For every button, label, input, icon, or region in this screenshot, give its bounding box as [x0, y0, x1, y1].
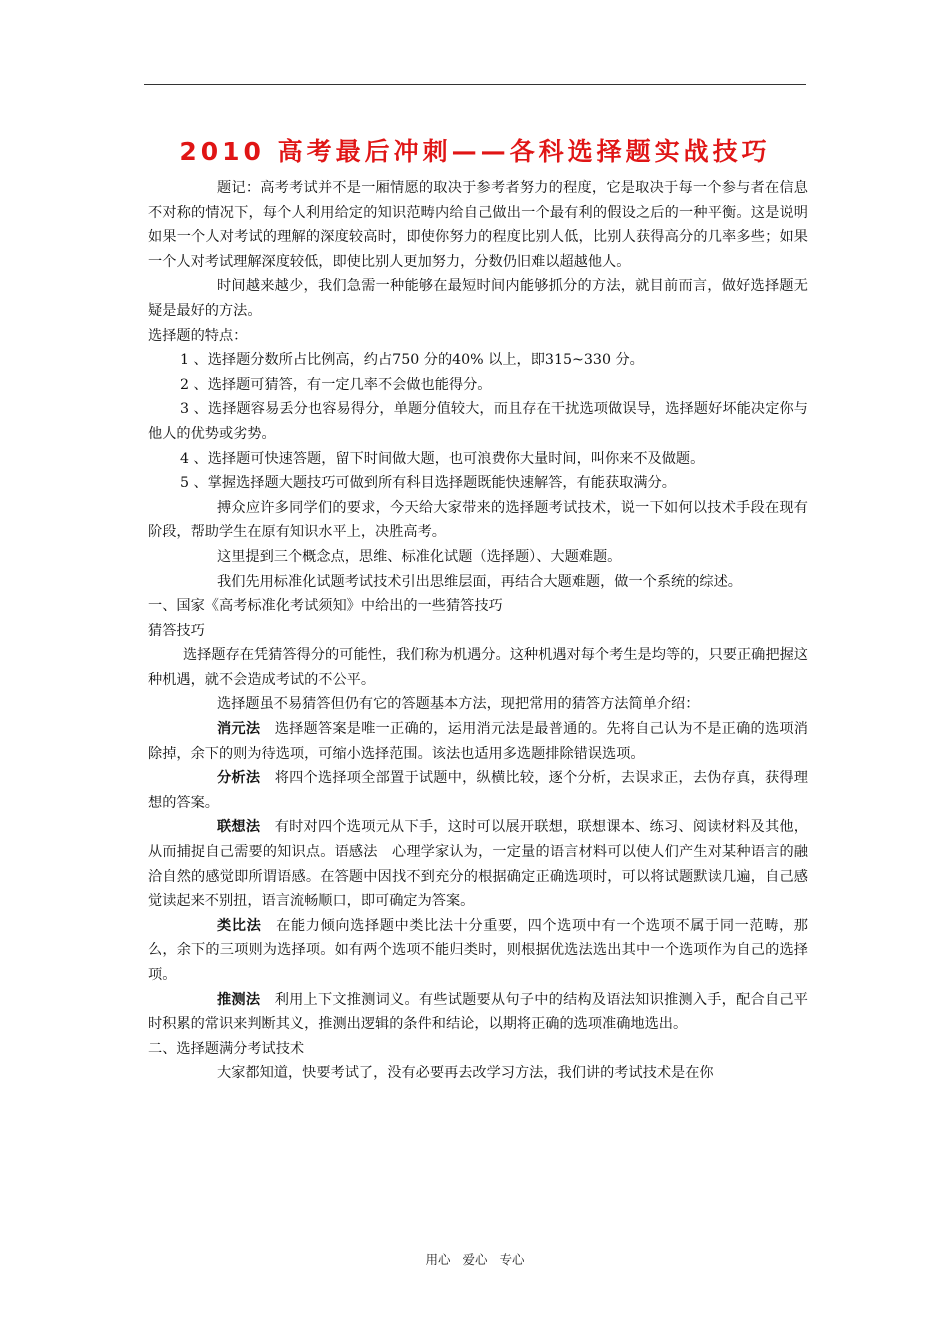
body-paragraph: 选择题存在凭猜答得分的可能性，我们称为机遇分。这种机遇对每个考生是均等的，只要正确把握这种机遇，就不会造成考试的不公平。 [148, 647, 808, 688]
feature-item: 1 、选择题分数所占比例高，约占750 分的40% 以上，即315~330 分。 [180, 352, 644, 369]
feature-item: 4 、选择题可快速答题，留下时间做大题，也可浪费你大量时间，叫你来不及做题。 [180, 450, 705, 467]
method-paragraph [148, 914, 808, 988]
body-paragraph: 这里提到三个概念点，思维、标准化试题（选择题）、大题难题。 [217, 548, 622, 565]
intro-paragraph-2: 时间越来越少，我们急需一种能够在最短时间内能够抓分的方法，就目前而言，做好选择题无疑是最好的方法。 [148, 278, 808, 319]
method-paragraph [148, 717, 808, 766]
method-text: 利用上下文推测词义。有些试题要从句子中的结构及语法知识推测入手，配合自己平时积累的常识来判断其义，推测出逻辑的条件和结论，以期将正确的选项准确地选出。 [148, 991, 808, 1033]
method-paragraph [148, 766, 808, 815]
method-paragraph [148, 815, 808, 913]
document-body [148, 176, 808, 1086]
method-name: 消元法 [217, 721, 261, 738]
feature-item: 5 、掌握选择题大题技巧可做到所有科目选择题既能快速解答，有能获取满分。 [180, 475, 676, 492]
body-paragraph: 我们先用标准化试题考试技术引出思维层面，再结合大题难题，做一个系统的综述。 [217, 573, 742, 590]
method-text: 有时对四个选项元从下手，这时可以展开联想，联想课本、练习、阅读材料及其他，从而捕捉自己需要的知识点。语感法 心理学家认为，一定量的语言材料可以使人们产生对某种语言的融洽自然的感觉即所谓语感。在答题中因找不到充分的根据确定正确选项时，可以将试题默读几遍，自己感觉读起来不别扭，语言流畅顺口，即可确定为答案。 [148, 819, 808, 910]
method-name: 推测法 [217, 991, 261, 1008]
feature-item: 3 、选择题容易丢分也容易得分，单题分值较大，而且存在干扰选项做误导，选择题好坏能决定你与他人的优势或劣势。 [148, 401, 808, 442]
body-paragraph: 大家都知道，快要考试了，没有必要再去改学习方法，我们讲的考试技术是在你 [217, 1065, 714, 1082]
intro-paragraph: 题记：高考考试并不是一厢情愿的取决于参考者努力的程度，它是取决于每一个参与者在信息不对称的情况下，每个人利用给定的知识范畴内给自己做出一个最有利的假设之后的一种平衡。这是说明如果一个人对考试的理解的深度较高时，即使你努力的程度比别人低，比别人获得高分的几率多些；如果一个人对考试理解深度较低，即使比别人更加努力，分数仍旧难以超越他人。 [148, 180, 808, 270]
section-heading-2: 二、选择题满分考试技术 [148, 1040, 305, 1057]
body-paragraph: 选择题虽不易猜答但仍有它的答题基本方法，现把常用的猜答方法简单介绍： [217, 696, 700, 713]
method-text: 将四个选择项全部置于试题中，纵横比较，逐个分析，去误求正，去伪存真，获得理想的答案。 [148, 770, 808, 811]
guess-heading: 猜答技巧 [148, 622, 205, 639]
method-text: 选择题答案是唯一正确的，运用消元法是最普通的。先将自己认为不是正确的选项消除掉，余下的则为待选项，可缩小选择范围。该法也适用多选题排除错误选项。 [148, 721, 808, 762]
section-heading-1: 一、国家《高考标准化考试须知》中给出的一些猜答技巧 [148, 598, 503, 615]
method-name: 类比法 [217, 917, 262, 934]
method-paragraph [148, 988, 808, 1037]
features-heading: 选择题的特点： [148, 327, 248, 344]
method-name: 分析法 [217, 770, 261, 787]
document-title: 2010 高考最后冲刺——各科选择题实战技巧 [179, 137, 771, 166]
method-name: 联想法 [217, 819, 261, 836]
method-text: 在能力倾向选择题中类比法十分重要，四个选项中有一个选项不属于同一范畴，那么，余下的三项则为选择项。如有两个选项不能归类时，则根据优选法选出其中一个选项作为自己的选择项。 [148, 917, 808, 983]
page-footer: 用心 爱心 专心 [425, 1252, 525, 1267]
header-rule [144, 84, 806, 85]
feature-item: 2 、选择题可猜答，有一定几率不会做也能得分。 [180, 376, 492, 393]
body-paragraph: 搏众应许多同学们的要求，今天给大家带来的选择题考试技术，说一下如何以技术手段在现有阶段，帮助学生在原有知识水平上，决胜高考。 [148, 499, 808, 541]
